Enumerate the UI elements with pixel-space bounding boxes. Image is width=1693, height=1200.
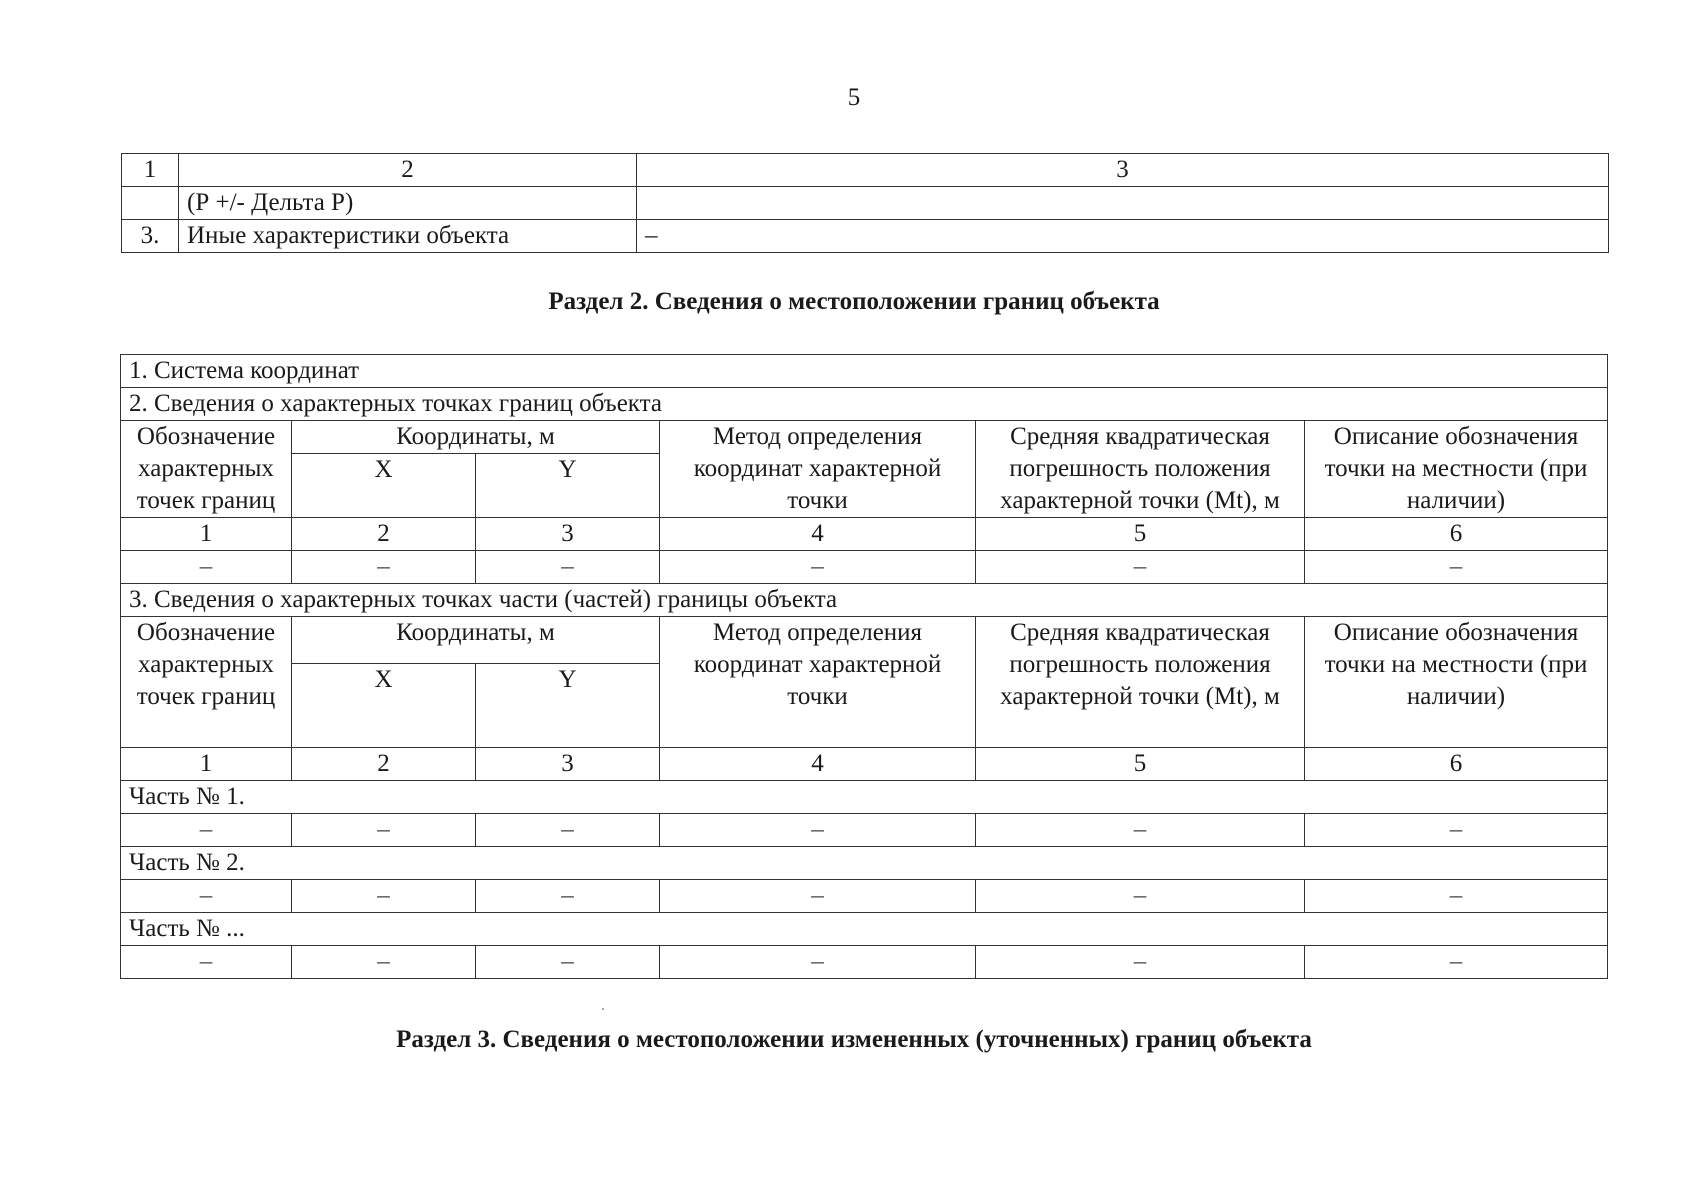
dash-cell: –: [121, 814, 292, 847]
section-2-title: Раздел 2. Сведения о местоположении границ объекта: [548, 288, 1160, 315]
table-row: [121, 617, 1608, 664]
dash-cell: –: [121, 880, 292, 913]
header-designation: Обозначение характерных точек границ: [121, 617, 292, 748]
column-number: 4: [660, 518, 976, 551]
table-cell: 3: [637, 154, 1609, 187]
points-heading: 2. Сведения о характерных точках границ объекта: [121, 388, 1608, 421]
table-cell: (Р +/- Дельта Р): [179, 187, 637, 220]
header-description: Описание обозначения точки на местности (при наличии): [1305, 617, 1608, 748]
dash-cell: –: [660, 551, 976, 584]
table-row: [121, 946, 1608, 979]
dash-cell: –: [121, 946, 292, 979]
table-row: [121, 913, 1608, 946]
column-number: 3: [476, 518, 660, 551]
column-number: 1: [121, 518, 292, 551]
table-row: [121, 421, 1608, 454]
dash-cell: –: [976, 551, 1305, 584]
column-number: 4: [660, 748, 976, 781]
header-designation: Обозначение характерных точек границ: [121, 421, 292, 518]
dash-cell: –: [1305, 551, 1608, 584]
header-x: X: [292, 454, 476, 518]
table-row: [121, 584, 1608, 617]
table-row: [121, 781, 1608, 814]
dash-cell: –: [292, 551, 476, 584]
column-number: 2: [292, 518, 476, 551]
page-number: 5: [847, 84, 861, 111]
scan-speck: [602, 1008, 604, 1010]
part-label: Часть № ...: [121, 913, 1608, 946]
table-row: [121, 814, 1608, 847]
dash-cell: –: [976, 880, 1305, 913]
table-cell: 2: [179, 154, 637, 187]
dash-cell: –: [476, 814, 660, 847]
table-row: [121, 748, 1608, 781]
column-number: 6: [1305, 748, 1608, 781]
table-row: [121, 388, 1608, 421]
table-row: [122, 187, 1609, 220]
parts-heading: 3. Сведения о характерных точках части (частей) границы объекта: [121, 584, 1608, 617]
column-number: 5: [976, 518, 1305, 551]
boundary-points-table: [120, 354, 1608, 979]
header-x: X: [292, 664, 476, 748]
table-cell: 1: [122, 154, 179, 187]
column-number: 3: [476, 748, 660, 781]
dash-cell: –: [660, 814, 976, 847]
table-cell: 3.: [122, 220, 179, 253]
section-3-title: Раздел 3. Сведения о местоположении измененных (уточненных) границ объекта: [396, 1026, 1312, 1053]
column-number: 2: [292, 748, 476, 781]
header-error: Средняя квадратическая погрешность положения характерной точки (Mt), м: [976, 617, 1305, 748]
dash-cell: –: [660, 946, 976, 979]
header-method: Метод определения координат характерной точки: [660, 421, 976, 518]
header-method: Метод определения координат характерной точки: [660, 617, 976, 748]
table-cell: –: [637, 220, 1609, 253]
header-coordinates: Координаты, м: [292, 617, 660, 664]
dash-cell: –: [476, 880, 660, 913]
column-number: 5: [976, 748, 1305, 781]
dash-cell: –: [292, 814, 476, 847]
dash-cell: –: [976, 946, 1305, 979]
table-cell: [637, 187, 1609, 220]
header-error: Средняя квадратическая погрешность положения характерной точки (Mt), м: [976, 421, 1305, 518]
dash-cell: –: [292, 946, 476, 979]
dash-cell: –: [476, 946, 660, 979]
table-row: [122, 154, 1609, 187]
dash-cell: –: [121, 551, 292, 584]
coord-system-row: 1. Система координат: [121, 355, 1608, 388]
dash-cell: –: [1305, 880, 1608, 913]
dash-cell: –: [1305, 946, 1608, 979]
table-row: [121, 518, 1608, 551]
table-row: [121, 355, 1608, 388]
table-row: [121, 880, 1608, 913]
column-number: 1: [121, 748, 292, 781]
table-row: [122, 220, 1609, 253]
table-cell: Иные характеристики объекта: [179, 220, 637, 253]
part-label: Часть № 1.: [121, 781, 1608, 814]
table-row: [121, 847, 1608, 880]
table-row: [121, 551, 1608, 584]
dash-cell: –: [476, 551, 660, 584]
dash-cell: –: [660, 880, 976, 913]
dash-cell: –: [1305, 814, 1608, 847]
column-number: 6: [1305, 518, 1608, 551]
dash-cell: –: [976, 814, 1305, 847]
header-y: Y: [476, 454, 660, 518]
header-y: Y: [476, 664, 660, 748]
header-coordinates: Координаты, м: [292, 421, 660, 454]
part-label: Часть № 2.: [121, 847, 1608, 880]
header-description: Описание обозначения точки на местности (при наличии): [1305, 421, 1608, 518]
dash-cell: –: [292, 880, 476, 913]
characteristics-table: [121, 153, 1609, 253]
table-cell: [122, 187, 179, 220]
